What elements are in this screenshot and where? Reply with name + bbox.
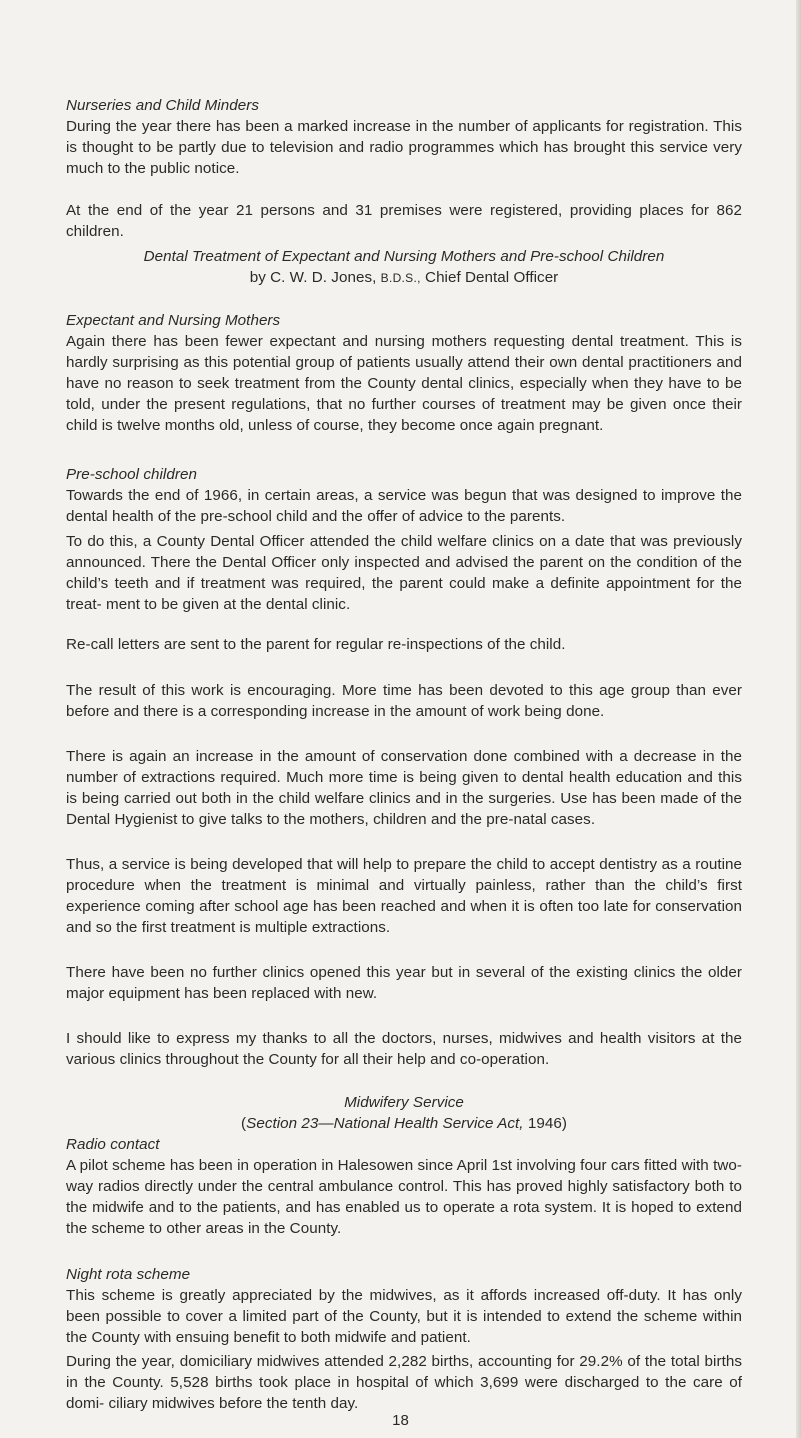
page-edge bbox=[796, 0, 801, 1438]
preschool-paragraph-1: Towards the end of 1966, in certain areas, a service was begun that was designed to improve the dental health of the pre-school child and the offer of advice to the parents. bbox=[66, 487, 742, 525]
preschool-paragraph-2: To do this, a County Dental Officer attended the child welfare clinics on a date that was previously announced. There the Dental Officer only inspected and advised the parent on the condition of the child’s teeth and if treatment was required, the parent could make a definite appointment for the treat- ment to be given at the dental clinic. bbox=[66, 533, 742, 613]
preschool-heading: Pre-school children bbox=[66, 466, 197, 483]
subtitle-open-paren: ( bbox=[241, 1115, 247, 1132]
nurseries-paragraph-2: At the end of the year 21 persons and 31 premises were registered, providing places for 862 children. bbox=[66, 202, 742, 240]
dental-title: Dental Treatment of Expectant and Nursing Mothers and Pre-school Children bbox=[143, 248, 665, 265]
night-rota-paragraph: This scheme is greatly appreciated by the midwives, as it affords increased off-duty. It has only been possible to cover a limited part of the County, but it is intended to extend the scheme within the County with ensuing benefit to both midwife and patient. bbox=[66, 1287, 742, 1346]
subtitle-year: 1946) bbox=[527, 1115, 567, 1132]
radio-section bbox=[66, 1134, 742, 1239]
nurseries-paragraph-1: During the year there has been a marked increase in the number of applicants for registration. This is thought to be partly due to television and radio programmes which has brought this service very much to the public notice. bbox=[66, 118, 742, 177]
expectant-paragraph: Again there has been fewer expectant and nursing mothers requesting dental treatment. This is hardly surprising as this potential group of patients usually attend their own dental practitioners and have no reason to seek treatment from the County dental clinics, especially when they have to be told, under the present regulations, that no further courses of treatment may be given once their child is twelve months old, unless of course, they become once again pregnant. bbox=[66, 333, 742, 434]
byline-degree: B.D.S., bbox=[380, 271, 421, 285]
preschool-paragraph-4: The result of this work is encouraging. More time has been devoted to this age group than ever before and there is a corresponding increase in the amount of work being done. bbox=[66, 682, 742, 720]
dental-byline bbox=[66, 267, 742, 289]
byline-name: by C. W. D. Jones, bbox=[249, 269, 377, 286]
preschool-paragraph-7: There have been no further clinics opened this year but in several of the existing clinics the older major equipment has been replaced with new. bbox=[66, 964, 742, 1002]
preschool-paragraph-5: There is again an increase in the amount of conservation done combined with a decrease in the number of extractions required. Much more time is being given to dental health education and this is being carried out both in the child welfare clinics and in the surgeries. Use has been made of the Dental Hygienist to give talks to the mothers, children and the pre-natal cases. bbox=[66, 748, 742, 828]
expectant-heading: Expectant and Nursing Mothers bbox=[66, 312, 281, 329]
subtitle-section: Section 23—National Health Service Act, bbox=[246, 1115, 524, 1132]
nurseries-heading: Nurseries and Child Minders bbox=[66, 97, 259, 114]
night-rota-section bbox=[66, 1264, 742, 1348]
preschool-paragraph-8: I should like to express my thanks to all the doctors, nurses, midwives and health visitors at the various clinics throughout the County for all their help and co-operation. bbox=[66, 1030, 742, 1068]
nurseries-section bbox=[66, 95, 742, 179]
byline-role: Chief Dental Officer bbox=[425, 269, 559, 286]
night-rota-heading: Night rota scheme bbox=[66, 1266, 191, 1283]
midwifery-title-block bbox=[66, 1092, 742, 1134]
radio-heading: Radio contact bbox=[66, 1136, 160, 1153]
births-paragraph: During the year, domiciliary midwives attended 2,282 births, accounting for 29.2% of the total births in the County. 5,528 births took place in hospital of which 3,699 were discharged to the care of domi- ciliary midwives before the tenth day. bbox=[66, 1353, 742, 1412]
preschool-paragraph-6: Thus, a service is being developed that will help to prepare the child to accept dentistry as a routine procedure when the treatment is minimal and virtually painless, rather than the child’s first experience coming after school age has been reached and when it is often too late for conservation and so the first treatment is multiple extractions. bbox=[66, 856, 742, 936]
midwifery-subtitle bbox=[66, 1113, 742, 1134]
preschool-paragraph-3: Re-call letters are sent to the parent for regular re-inspections of the child. bbox=[66, 636, 566, 653]
expectant-section bbox=[66, 310, 742, 436]
dental-title-block bbox=[66, 246, 742, 289]
radio-paragraph: A pilot scheme has been in operation in Halesowen since April 1st involving four cars fitted with two-way radios directly under the central ambulance control. This has proved highly satisfactory both to the midwife and to the patients, and has enabled us to operate a rota system. It is hoped to extend the scheme to other areas in the County. bbox=[66, 1157, 742, 1237]
page-number: 18 bbox=[392, 1412, 409, 1429]
preschool-section bbox=[66, 464, 742, 527]
midwifery-title: Midwifery Service bbox=[344, 1094, 464, 1111]
